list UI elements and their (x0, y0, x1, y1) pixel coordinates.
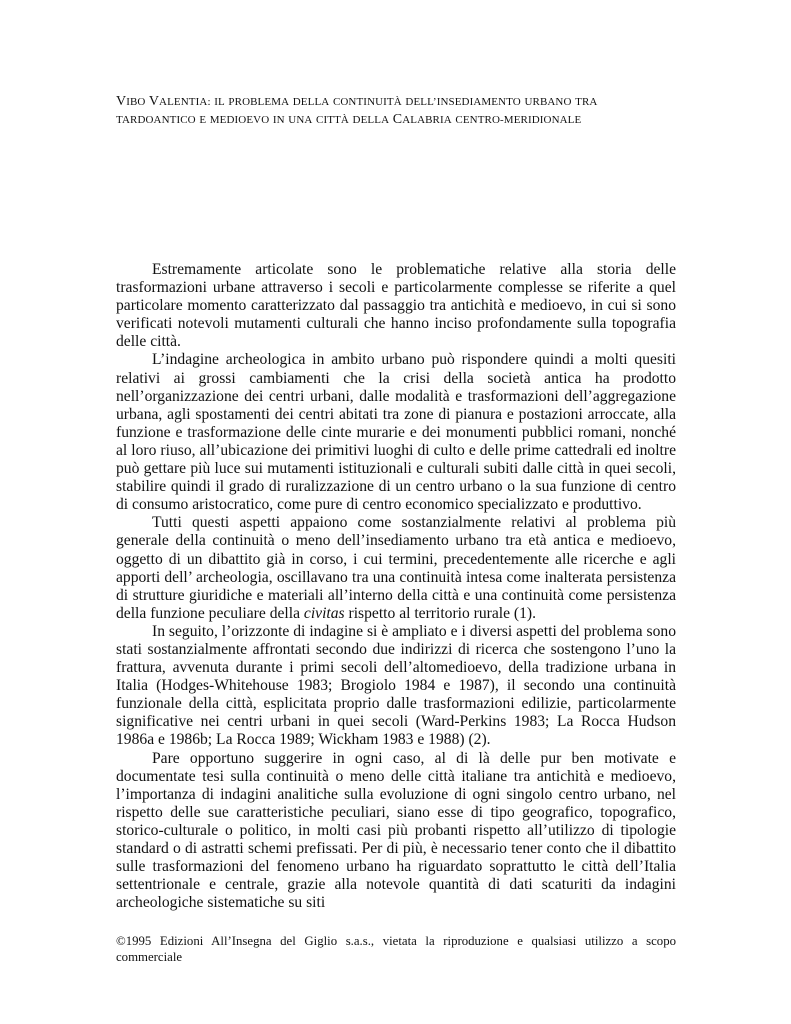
paragraph-3 (116, 514, 676, 623)
copyright-text: ©1995 Edizioni All’Insegna del Giglio s.a.s., vietata la riproduzione e qualsiasi utilizzo a scopo commerciale (116, 934, 676, 964)
body-text (116, 261, 676, 912)
title-line-2: TARDOANTICO E MEDIOEVO IN UNA CITTÀ DELLA CALABRIA CENTRO-MERIDIONALE (116, 112, 582, 127)
copyright-footer (116, 933, 676, 965)
paragraph-3-italic-term: civitas (303, 604, 345, 622)
paragraph-3-text-after: rispetto al territorio rurale (1). (344, 604, 537, 622)
paragraph-1: Estremamente articolate sono le problematiche relative alla storia delle trasformazioni urbane attraverso i secoli e particolarmente complesse se riferite a quel particolare momento caratterizzato dal passaggio tra antichità e medioevo, in cui si sono verificati notevoli mutamenti culturali che hanno inciso profondamente sulla topografia delle città. (116, 261, 676, 351)
paragraph-3-text-before: Tutti questi aspetti appaiono come sostanzialmente relativi al problema più generale della continuità o meno dell’insediamento urbano tra età antica e medioevo, oggetto di un dibattito già in corso, i cui termini, precedentemente alle ricerche e agli apporti dell’ archeologia, oscillavano tra una continuità intesa come inalterata persistenza di strutture giuridiche e materiali all’interno della città e una continuità come persistenza della funzione peculiare della (116, 514, 676, 622)
document-title (116, 93, 676, 129)
paragraph-2: L’indagine archeologica in ambito urbano può rispondere quindi a molti quesiti relativi ai grossi cambiamenti che la crisi della società antica ha prodotto nell’organizzazione dei centri urbani, dalle modalità e trasformazioni dell’aggregazione urbana, agli spostamenti dei centri abitati tra zone di pianura e postazioni arroccate, alla funzione e trasformazione delle cinte murarie e dei monumenti pubblici romani, nonché al loro riuso, all’ubicazione dei primitivi luoghi di culto e delle prime cattedrali ed inoltre può gettare più luce sui mutamenti istituzionali e culturali subiti dalle città in quei secoli, stabilire quindi il grado di ruralizzazione di un centro urbano o la sua funzione di centro di consumo aristocratico, come pure di centro economico specializzato e produttivo. (116, 351, 676, 514)
paragraph-4: In seguito, l’orizzonte di indagine si è ampliato e i diversi aspetti del problema sono stati sostanzialmente affrontati secondo due indirizzi di ricerca che sostengono l’uno la frattura, avvenuta durante i primi secoli dell’altomedioevo, della tradizione urbana in Italia (Hodges-Whitehouse 1983; Brogiolo 1984 e 1987), il secondo una continuità funzionale della città, esplicitata proprio dalle trasformazioni edilizie, particolarmente significative nei centri urbani in quei secoli (Ward-Perkins 1983; La Rocca Hudson 1986a e 1986b; La Rocca 1989; Wickham 1983 e 1988) (2). (116, 622, 676, 749)
title-line-1: VIBO VALENTIA: IL PROBLEMA DELLA CONTINUITÀ DELL’INSEDIAMENTO URBANO TRA (116, 94, 598, 109)
paragraph-5: Pare opportuno suggerire in ogni caso, al di là delle pur ben motivate e documentate tesi sulla continuità o meno delle città italiane tra antichità e medioevo, l’importanza di indagini analitiche sulla evoluzione di ogni singolo centro urbano, nel rispetto delle sue caratteristiche peculiari, siano esse di tipo geografico, topografico, storico-culturale o politico, in molti casi più probanti rispetto all’utilizzo di tipologie standard o di astratti schemi prefissati. Per di più, è necessario tener conto che il dibattito sulle trasformazioni del fenomeno urbano ha riguardato soprattutto le città dell’Italia settentrionale e centrale, grazie alla notevole quantità di dati scaturiti da indagini archeologiche sistematiche su siti (116, 749, 676, 912)
